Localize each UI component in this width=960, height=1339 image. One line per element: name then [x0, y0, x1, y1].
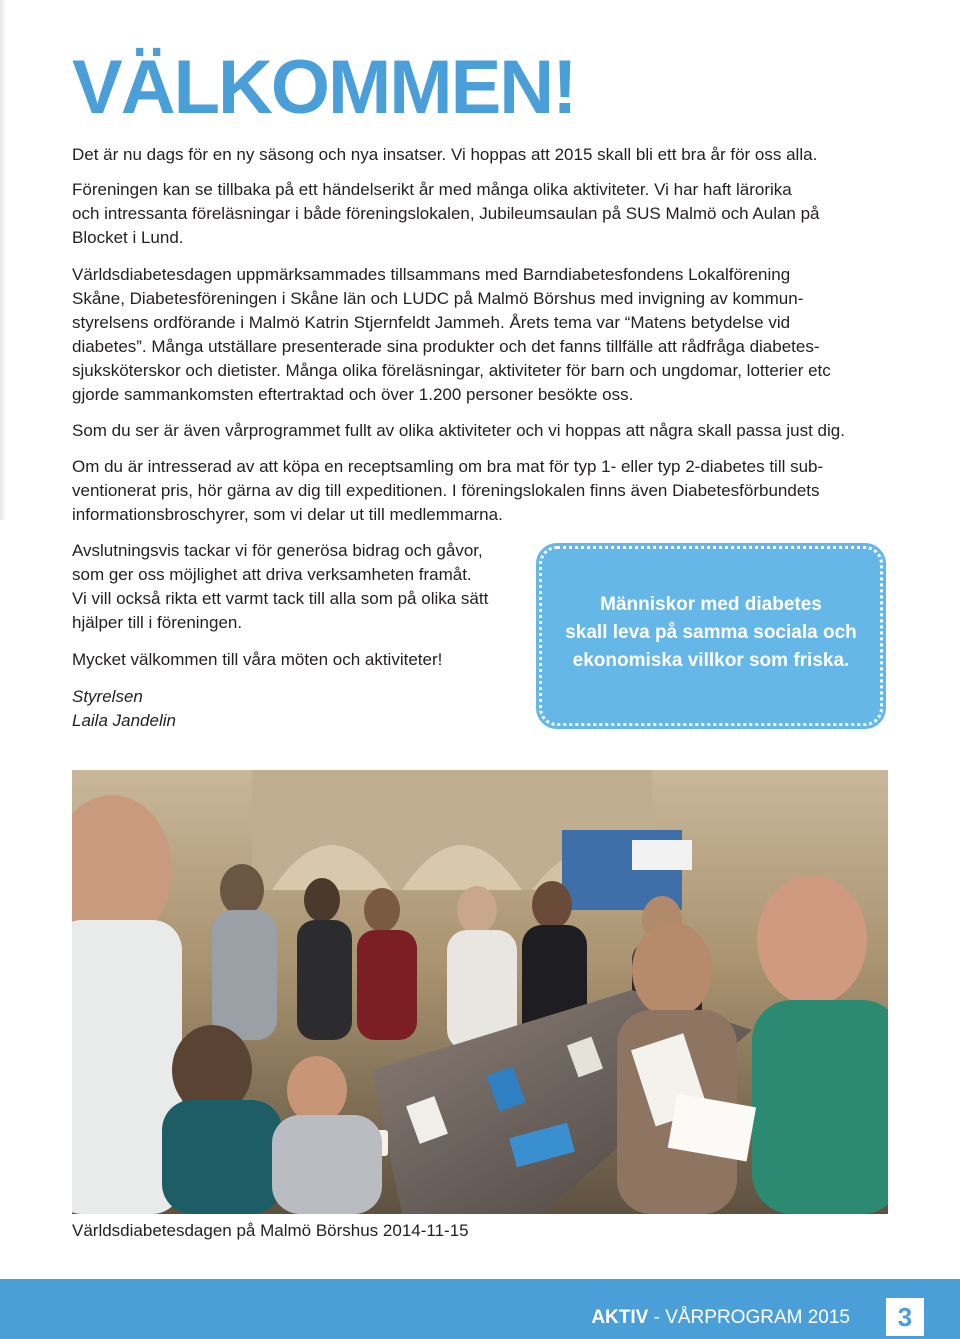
footer-separator: -: [648, 1307, 666, 1328]
footer-brand: AKTIV: [591, 1307, 649, 1328]
recipe-collection-paragraph: Om du är intresserad av att köpa en receptsamling om bra mat för typ 1- eller typ 2-diabetes till sub- ventionerat pris, hör gärna av dig till expeditionen. I föreningslokalen finns även Diabetesförbundets informationsbroschyrer, som vi delar ut till medlemmarna.: [72, 457, 824, 524]
photo-caption: Världsdiabetesdagen på Malmö Börshus 2014-11-15: [72, 1221, 469, 1240]
signature-board: Styrelsen: [72, 687, 143, 706]
page-edge-shadow: [0, 0, 6, 520]
event-photo-illustration: [72, 770, 888, 1214]
callout-text: Människor med diabetes skall leva på samma sociala och ekonomiska villkor som friska.: [565, 594, 857, 671]
footer-label: [591, 1306, 850, 1330]
footer-program: VÅRPROGRAM 2015: [665, 1307, 850, 1328]
page-title: VÄLKOMMEN!: [72, 45, 576, 130]
review-paragraph: Föreningen kan se tillbaka på ett händelserikt år med många olika aktiviteter. Vi har haft lärorika och intressanta föreläsningar i både föreningslokalen, Jubileumsaulan på SUS Malmö och Aulan på Blocket i Lund.: [72, 180, 820, 247]
page-number: 3: [886, 1298, 924, 1336]
intro-paragraph: Det är nu dags för en ny säsong och nya insatser. Vi hoppas att 2015 skall bli ett bra år för oss alla.: [72, 145, 818, 164]
signature: [72, 685, 176, 733]
world-diabetes-day-paragraph: Världsdiabetesdagen uppmärksammades tillsammans med Barndiabetesfondens Lokalförening Skåne, Diabetesföreningen i Skåne län och LUDC på Malmö Börshus med invigning av kommun- styrelsens ordförande i Malmö Katrin Stjernfeldt Jammeh. Årets tema var “Matens betydelse vid diabetes”. Många utställare presenterade sina produkter och det fanns tillfälle att rådfråga diabetes- sjuksköterskor och dietister. Många olika föreläsningar, aktiviteter för barn och ungdomar, lotterier etc gjorde sammankomsten eftertraktad och över 1.200 personer besökte oss.: [72, 265, 831, 404]
signature-name: Laila Jandelin: [72, 711, 176, 730]
spring-program-paragraph: Som du ser är även vårprogrammet fullt av olika aktiviteter och vi hoppas att några skall passa just dig.: [72, 421, 845, 440]
thanks-paragraph: Avslutningsvis tackar vi för generösa bidrag och gåvor, som ger oss möjlighet att driva verksamheten framåt. Vi vill också rikta ett varmt tack till alla som på olika sätt hjälper till i föreningen.: [72, 541, 489, 632]
welcome-paragraph: Mycket välkommen till våra möten och aktiviteter!: [72, 650, 443, 669]
quote-callout: [539, 546, 883, 726]
event-photo: [72, 770, 888, 1214]
